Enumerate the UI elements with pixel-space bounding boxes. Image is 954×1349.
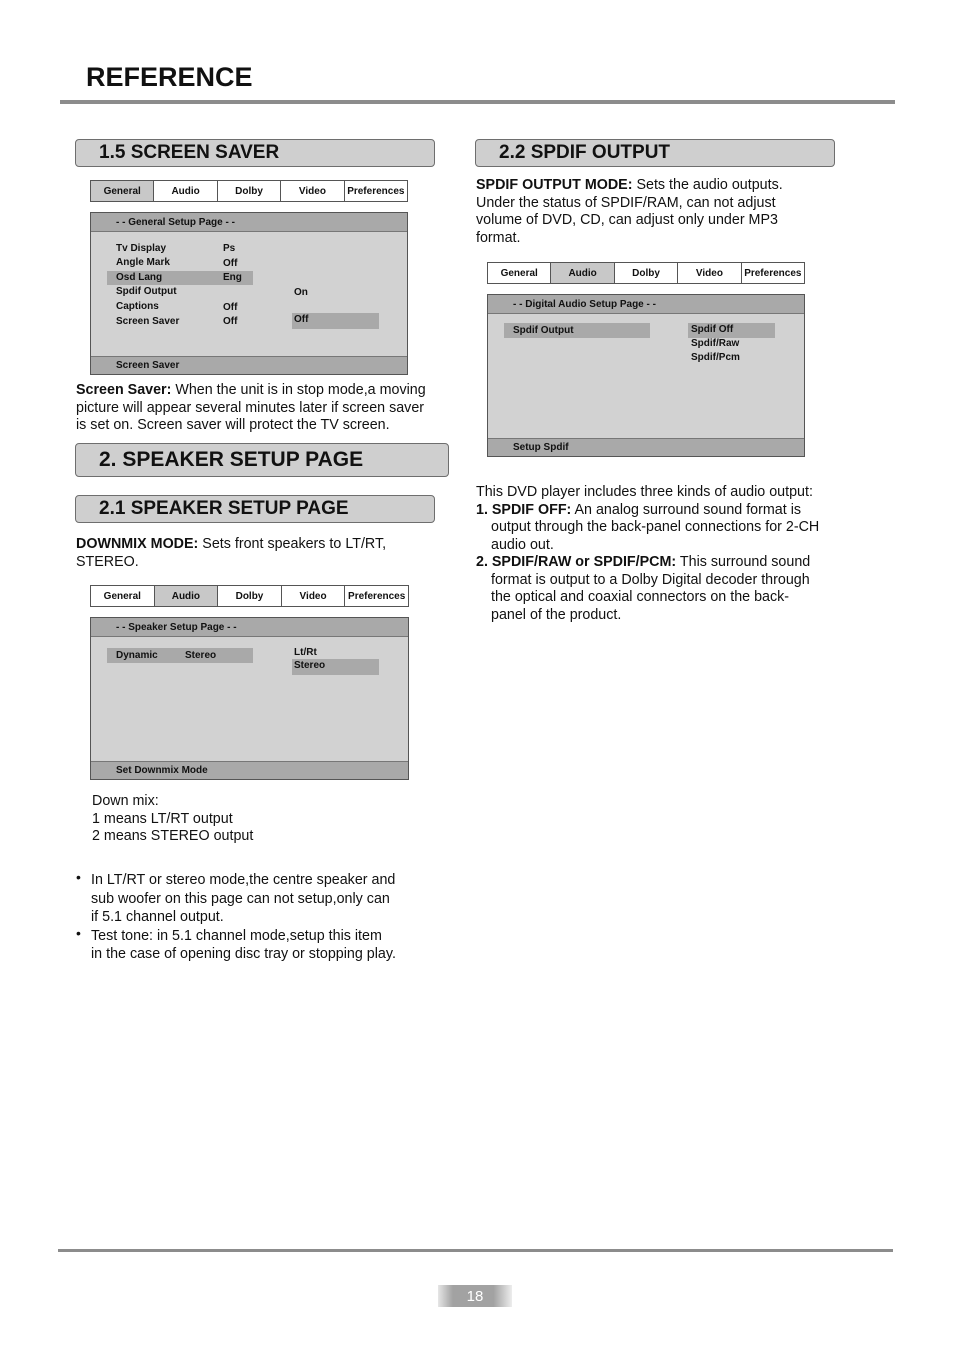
option-ltrt[interactable]: Lt/Rt xyxy=(294,647,317,658)
bullet-item xyxy=(76,871,446,927)
option-spdif-raw[interactable]: Spdif/Raw xyxy=(691,338,740,349)
screen-saver-tabbar xyxy=(90,180,408,202)
tab-preferences[interactable]: Preferences xyxy=(344,586,408,606)
menu-item-value: Off xyxy=(223,302,238,313)
desc-text: Sets front speakers to LT/RT, xyxy=(198,536,387,552)
downmix-description xyxy=(76,536,446,571)
bullet-line: Test tone: in 5.1 channel mode,setup this item xyxy=(91,927,382,944)
output-item-2 xyxy=(476,554,836,624)
desc-text: An analog surround sound format is xyxy=(571,501,802,518)
option-stereo[interactable]: Stereo xyxy=(292,659,379,675)
osd-title: - - Digital Audio Setup Page - - xyxy=(488,295,804,314)
menu-item-label[interactable]: Tv Display xyxy=(116,243,167,254)
osd-footer: Screen Saver xyxy=(91,356,407,374)
menu-item-label[interactable]: Dynamic xyxy=(116,650,158,661)
tab-preferences[interactable]: Preferences xyxy=(344,181,407,201)
intro-text: This DVD player includes three kinds of audio output: xyxy=(476,484,813,500)
menu-item-label[interactable]: Spdif Output xyxy=(513,325,574,336)
speaker-setup-subheading xyxy=(75,495,435,523)
menu-item-value: Off xyxy=(223,316,238,327)
option-spdif-off[interactable]: Spdif Off xyxy=(688,323,775,338)
speaker-tabbar xyxy=(90,585,409,607)
bullet-icon: • xyxy=(76,924,81,941)
desc-text: STEREO. xyxy=(76,553,139,570)
note-line: 2 means STEREO output xyxy=(92,828,254,844)
menu-item-label[interactable]: Osd Lang xyxy=(116,272,163,283)
screen-saver-description xyxy=(76,382,446,435)
osd-footer: Set Downmix Mode xyxy=(91,761,408,779)
term: 2. SPDIF/RAW or SPDIF/PCM: xyxy=(476,554,677,570)
desc-text: When the unit is in stop mode,a moving xyxy=(171,382,426,398)
osd-footer: Setup Spdif xyxy=(488,438,804,456)
note-line: 1 means LT/RT output xyxy=(92,810,233,827)
desc-text: Under the status of SPDIF/RAM, can not adjust xyxy=(476,194,776,211)
term: DOWNMIX MODE: xyxy=(76,536,199,552)
desc-text: audio out. xyxy=(491,536,554,553)
tab-video[interactable]: Video xyxy=(280,181,343,201)
speaker-setup-osd xyxy=(90,617,409,780)
spdif-tabbar xyxy=(487,262,805,284)
menu-item-label[interactable]: Screen Saver xyxy=(116,316,180,327)
output-item-1 xyxy=(476,502,836,555)
menu-item-value: Stereo xyxy=(185,650,217,661)
menu-item-value: Ps xyxy=(223,243,236,254)
tab-dolby[interactable]: Dolby xyxy=(614,263,677,283)
spdif-heading xyxy=(475,139,835,167)
bullet-line: sub woofer on this page can not setup,only can xyxy=(91,890,390,907)
note-line: Down mix: xyxy=(92,793,159,809)
menu-item-label[interactable]: Captions xyxy=(116,301,159,312)
term: SPDIF OUTPUT MODE: xyxy=(476,177,633,193)
tab-audio[interactable]: Audio xyxy=(154,586,218,606)
screen-saver-heading xyxy=(75,139,435,167)
spdif-heading-text: 2.2 SPDIF OUTPUT xyxy=(499,142,671,163)
menu-item-value: Eng xyxy=(223,272,242,283)
osd-title: - - Speaker Setup Page - - xyxy=(91,618,408,637)
page-number-text: 18 xyxy=(466,1287,484,1305)
speaker-setup-heading-text: 2. SPEAKER SETUP PAGE xyxy=(99,448,364,471)
desc-text: format. xyxy=(476,229,521,246)
tab-video[interactable]: Video xyxy=(281,586,345,606)
osd-title: - - General Setup Page - - xyxy=(91,213,407,232)
desc-text: panel of the product. xyxy=(491,606,622,623)
tab-preferences[interactable]: Preferences xyxy=(741,263,804,283)
tab-audio[interactable]: Audio xyxy=(550,263,613,283)
desc-text: Sets the audio outputs. xyxy=(632,177,783,193)
page-number xyxy=(438,1285,512,1307)
tab-dolby[interactable]: Dolby xyxy=(217,181,280,201)
speaker-bullets xyxy=(76,871,446,964)
speaker-setup-subheading-text: 2.1 SPEAKER SETUP PAGE xyxy=(99,498,349,519)
desc-text: volume of DVD, CD, can adjust only under MP3 xyxy=(476,212,778,228)
page-title: REFERENCE xyxy=(86,62,253,92)
spdif-description xyxy=(476,177,836,247)
tab-general[interactable]: General xyxy=(91,586,154,606)
menu-item-label[interactable]: Angle Mark xyxy=(116,257,170,268)
downmix-notes xyxy=(92,793,432,846)
desc-text: This surround sound xyxy=(676,554,811,570)
bullet-item xyxy=(76,924,446,964)
digital-audio-osd xyxy=(487,294,805,457)
screen-saver-heading-text: 1.5 SCREEN SAVER xyxy=(99,142,280,163)
desc-text: the optical and coaxial connectors on the back- xyxy=(491,589,790,605)
term: 1. SPDIF OFF: xyxy=(476,501,572,518)
tab-general[interactable]: General xyxy=(488,263,550,283)
top-divider xyxy=(60,100,895,104)
tab-dolby[interactable]: Dolby xyxy=(217,586,281,606)
tab-video[interactable]: Video xyxy=(677,263,740,283)
general-setup-osd xyxy=(90,212,408,375)
desc-text: is set on. Screen saver will protect the TV screen. xyxy=(76,417,390,433)
desc-text: picture will appear several minutes later if screen saver xyxy=(76,399,425,416)
tab-audio[interactable]: Audio xyxy=(153,181,216,201)
bullet-line: if 5.1 channel output. xyxy=(91,909,224,925)
tab-general[interactable]: General xyxy=(91,181,153,201)
option-off[interactable]: Off xyxy=(292,313,379,329)
option-on[interactable]: On xyxy=(294,287,308,298)
menu-item-value: Off xyxy=(223,258,238,269)
menu-item-label[interactable]: Spdif Output xyxy=(116,286,177,297)
speaker-setup-heading xyxy=(75,443,449,477)
bullet-line: In LT/RT or stereo mode,the centre speaker and xyxy=(91,872,396,888)
bullet-line: in the case of opening disc tray or stopping play. xyxy=(91,946,396,962)
desc-text: output through the back-panel connections for 2-CH xyxy=(491,519,820,535)
option-spdif-pcm[interactable]: Spdif/Pcm xyxy=(691,352,740,363)
spdif-output-kinds xyxy=(476,484,836,624)
bullet-icon: • xyxy=(76,869,81,885)
desc-text: format is output to a Dolby Digital decoder through xyxy=(491,571,810,588)
term: Screen Saver: xyxy=(76,382,172,398)
bottom-divider xyxy=(58,1249,893,1252)
